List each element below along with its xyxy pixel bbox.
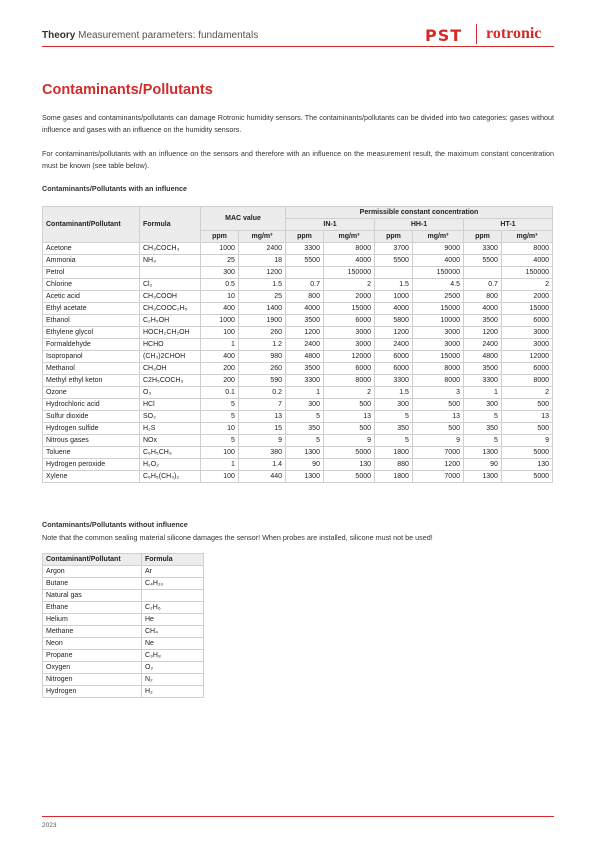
value-cell: 100 [201,327,239,339]
value-cell: 130 [323,459,374,471]
value-cell: 500 [412,423,463,435]
value-cell: 980 [238,351,285,363]
value-cell: 4800 [286,351,324,363]
gas-name: Nitrogen [43,674,142,686]
value-cell: 1000 [201,243,239,255]
contaminant-formula: CH₃COOH [140,291,201,303]
gas-name: Hydrogen [43,686,142,698]
value-cell: 1000 [375,291,413,303]
value-cell: 4800 [463,351,501,363]
contaminant-name: Ozone [43,387,140,399]
contaminant-name: Hydrochloric acid [43,399,140,411]
contaminant-formula: HOCH₂CH₂OH [140,327,201,339]
value-cell: 150000 [501,267,552,279]
gas-name: Methane [43,626,142,638]
value-cell: 2400 [463,339,501,351]
value-cell: 15000 [412,351,463,363]
value-cell: 1 [463,387,501,399]
gas-formula: C₄H₁₀ [142,578,204,590]
value-cell: 4000 [323,255,374,267]
value-cell: 5 [375,435,413,447]
contaminant-name: Ammonia [43,255,140,267]
contaminant-formula: NH₃ [140,255,201,267]
value-cell: 8000 [323,375,374,387]
gas-formula: Ne [142,638,204,650]
gas-formula: CH₄ [142,626,204,638]
value-cell: 300 [201,267,239,279]
value-cell: 7000 [412,471,463,483]
unit-mg: mg/m³ [501,231,552,243]
contaminant-formula: O₃ [140,387,201,399]
value-cell: 2400 [375,339,413,351]
table-row [43,578,204,590]
influence-table [42,206,553,483]
value-cell: 1400 [238,303,285,315]
value-cell: 90 [463,459,501,471]
contaminant-formula: C₆H₅CH₃ [140,447,201,459]
table-row [43,279,553,291]
rotronic-logo: rotronic [486,25,542,42]
table-row [43,327,553,339]
unit-mg: mg/m³ [323,231,374,243]
col-contaminant: Contaminant/Pollutant [43,207,140,243]
contaminant-formula: SO₂ [140,411,201,423]
value-cell: 15 [238,423,285,435]
value-cell: 500 [501,423,552,435]
contaminant-name: Acetone [43,243,140,255]
value-cell: 400 [201,351,239,363]
value-cell: 15000 [412,303,463,315]
value-cell: 6000 [323,363,374,375]
value-cell: 13 [412,411,463,423]
value-cell: 5500 [286,255,324,267]
value-cell: 15000 [323,303,374,315]
table-row [43,423,553,435]
value-cell: 3300 [286,243,324,255]
value-cell: 6000 [501,363,552,375]
value-cell: 1.5 [238,279,285,291]
gas-name: Neon [43,638,142,650]
gas-formula: O₂ [142,662,204,674]
value-cell: 9 [412,435,463,447]
value-cell: 4000 [463,303,501,315]
value-cell: 1.5 [375,387,413,399]
table-row [43,459,553,471]
value-cell: 4000 [286,303,324,315]
value-cell: 200 [201,363,239,375]
value-cell: 3500 [286,363,324,375]
value-cell: 3 [412,387,463,399]
value-cell: 6000 [323,315,374,327]
value-cell: 12000 [323,351,374,363]
table-row [43,686,204,698]
value-cell: 3000 [412,339,463,351]
contaminant-name: Xylene [43,471,140,483]
value-cell: 1.5 [375,279,413,291]
value-cell: 3000 [501,327,552,339]
table-row [43,614,204,626]
value-cell: 5500 [463,255,501,267]
table-row [43,351,553,363]
header-rule [42,46,554,47]
value-cell: 1.2 [238,339,285,351]
gas-formula: C₃H₈ [142,650,204,662]
table-row [43,590,204,602]
table-row [43,674,204,686]
value-cell: 350 [286,423,324,435]
table-row [43,650,204,662]
value-cell: 2000 [501,291,552,303]
gas-formula: Ar [142,566,204,578]
value-cell: 90 [286,459,324,471]
col-mac: MAC value [201,207,286,231]
value-cell: 500 [412,399,463,411]
value-cell: 350 [375,423,413,435]
value-cell: 260 [238,327,285,339]
value-cell: 2000 [323,291,374,303]
value-cell: 5000 [323,471,374,483]
col-sensor-ht1: HT-1 [463,219,552,231]
value-cell: 500 [323,423,374,435]
footer-rule [42,816,554,817]
value-cell: 9 [238,435,285,447]
col-sensor-hh1: HH-1 [375,219,464,231]
value-cell: 3500 [286,315,324,327]
value-cell: 6000 [375,363,413,375]
value-cell: 5000 [501,447,552,459]
gas-name: Ethane [43,602,142,614]
table-row [43,626,204,638]
col-formula: Formula [140,207,201,243]
value-cell: 1300 [286,447,324,459]
value-cell: 800 [286,291,324,303]
pst-logo: PST [425,26,463,45]
gas-formula: He [142,614,204,626]
value-cell: 150000 [323,267,374,279]
contaminant-formula: CH₃OH [140,363,201,375]
value-cell: 5800 [375,315,413,327]
value-cell: 4000 [501,255,552,267]
value-cell: 3300 [463,375,501,387]
value-cell: 0.7 [286,279,324,291]
value-cell: 1200 [286,327,324,339]
contaminant-formula: CH₃COCH₃ [140,243,201,255]
value-cell: 9 [501,435,552,447]
contaminant-name: Ethylene glycol [43,327,140,339]
table-row [43,303,553,315]
value-cell: 25 [201,255,239,267]
unit-ppm: ppm [286,231,324,243]
value-cell: 1200 [463,327,501,339]
value-cell: 6000 [501,315,552,327]
page-header [42,25,554,48]
contaminant-name: Petrol [43,267,140,279]
contaminant-formula: (CH₃)2CHOH [140,351,201,363]
contaminant-formula [140,267,201,279]
gas-formula: N₂ [142,674,204,686]
table-row [43,602,204,614]
table-row [43,566,204,578]
value-cell: 3500 [463,315,501,327]
value-cell: 5 [201,435,239,447]
contaminant-formula: Cl₂ [140,279,201,291]
contaminant-formula: H₂S [140,423,201,435]
value-cell: 10000 [412,315,463,327]
table-row [43,243,553,255]
table-row [43,387,553,399]
contaminant-name: Ethyl acetate [43,303,140,315]
value-cell: 3500 [463,363,501,375]
value-cell: 5 [286,411,324,423]
gas-name: Natural gas [43,590,142,602]
value-cell: 1 [201,339,239,351]
contaminant-name: Nitrous gases [43,435,140,447]
logo-divider [476,24,477,44]
unit-ppm: ppm [201,231,239,243]
value-cell: 1.4 [238,459,285,471]
contaminant-formula: C2H₅COCH₃ [140,375,201,387]
value-cell: 2500 [412,291,463,303]
value-cell: 1300 [463,471,501,483]
value-cell: 3000 [501,339,552,351]
header-section: Theory [42,30,76,41]
value-cell: 18 [238,255,285,267]
value-cell: 2 [501,387,552,399]
value-cell: 9 [323,435,374,447]
value-cell: 10 [201,423,239,435]
table-row [43,291,553,303]
value-cell: 25 [238,291,285,303]
value-cell: 350 [463,423,501,435]
value-cell: 4000 [375,303,413,315]
value-cell: 800 [463,291,501,303]
value-cell: 15000 [501,303,552,315]
value-cell: 9000 [412,243,463,255]
gas-name: Butane [43,578,142,590]
footer-year: 2023 [42,822,57,829]
table-row [43,363,553,375]
value-cell: 6000 [375,351,413,363]
value-cell: 1300 [463,447,501,459]
value-cell: 1900 [238,315,285,327]
value-cell: 1800 [375,447,413,459]
value-cell: 5500 [375,255,413,267]
value-cell: 4000 [412,255,463,267]
table-row [43,339,553,351]
value-cell: 8000 [501,243,552,255]
value-cell: 13 [238,411,285,423]
value-cell: 3000 [323,339,374,351]
page-title: Contaminants/Pollutants [42,82,213,98]
value-cell: 2 [501,279,552,291]
table1-heading: Contaminants/Pollutants with an influence [42,184,187,193]
value-cell: 3000 [323,327,374,339]
value-cell: 5 [201,399,239,411]
value-cell: 8000 [412,375,463,387]
value-cell: 13 [323,411,374,423]
value-cell: 2 [323,279,374,291]
table-row [43,662,204,674]
value-cell: 1300 [286,471,324,483]
value-cell: 0.1 [201,387,239,399]
value-cell: 4.5 [412,279,463,291]
contaminant-name: Chlorine [43,279,140,291]
value-cell: 150000 [412,267,463,279]
value-cell: 500 [501,399,552,411]
value-cell: 3300 [463,243,501,255]
table-row [43,255,553,267]
value-cell: 590 [238,375,285,387]
unit-mg: mg/m³ [238,231,285,243]
value-cell: 0.2 [238,387,285,399]
table-row [43,471,553,483]
value-cell: 10 [201,291,239,303]
table-row [43,315,553,327]
unit-ppm: ppm [463,231,501,243]
contaminant-name: Formaldehyde [43,339,140,351]
value-cell: 5 [201,411,239,423]
contaminant-name: Isopropanol [43,351,140,363]
table2-heading: Contaminants/Pollutants without influence [42,520,188,529]
value-cell: 5000 [501,471,552,483]
table-row [43,411,553,423]
value-cell: 500 [323,399,374,411]
value-cell: 1200 [412,459,463,471]
contaminant-name: Hydrogen sulfide [43,423,140,435]
unit-mg: mg/m³ [412,231,463,243]
value-cell: 2400 [238,243,285,255]
value-cell: 380 [238,447,285,459]
table-row [43,375,553,387]
value-cell: 8000 [323,243,374,255]
value-cell: 200 [201,375,239,387]
value-cell: 3000 [412,327,463,339]
influence-paragraph: For contaminants/pollutants with an influence on the sensors and therefore with an influence on the measurement result, the maximum constant concentration must be known (see table below). [42,149,554,170]
value-cell: 2 [323,387,374,399]
value-cell: 100 [201,447,239,459]
contaminant-name: Hydrogen peroxide [43,459,140,471]
col-formula: Formula [142,554,204,566]
value-cell: 260 [238,363,285,375]
value-cell: 1200 [375,327,413,339]
value-cell: 2400 [286,339,324,351]
header-title [42,30,258,41]
contaminant-formula: HCl [140,399,201,411]
value-cell [286,267,324,279]
intro-paragraph: Some gases and contaminants/pollutants can damage Rotronic humidity sensors. The contaminants/pollutants can be divided into two categories: gases without influence and gases with an influence on the humidity sensors. [42,113,554,134]
gas-formula: H₂ [142,686,204,698]
value-cell: 100 [201,471,239,483]
contaminant-name: Ethanol [43,315,140,327]
col-contaminant: Contaminant/Pollutant [43,554,142,566]
contaminant-name: Methyl ethyl keton [43,375,140,387]
value-cell: 7 [238,399,285,411]
contaminant-formula: C₆H₅(CH₃)₂ [140,471,201,483]
table-row [43,638,204,650]
gas-name: Oxygen [43,662,142,674]
value-cell [375,267,413,279]
contaminant-formula: C₂H₅OH [140,315,201,327]
value-cell: 400 [201,303,239,315]
value-cell: 1 [286,387,324,399]
table-row [43,447,553,459]
value-cell: 1200 [238,267,285,279]
value-cell: 5 [375,411,413,423]
contaminant-name: Methanol [43,363,140,375]
unit-ppm: ppm [375,231,413,243]
value-cell: 5 [463,435,501,447]
value-cell: 1000 [201,315,239,327]
table-row [43,267,553,279]
value-cell: 130 [501,459,552,471]
value-cell: 3300 [375,375,413,387]
contaminant-formula: CH₃COOC₂H₅ [140,303,201,315]
value-cell: 440 [238,471,285,483]
col-sensor-in1: IN-1 [286,219,375,231]
value-cell [463,267,501,279]
silicone-note: Note that the common sealing material silicone damages the sensor! When probes are installed, silicone must not be used! [42,533,433,542]
value-cell: 1 [201,459,239,471]
contaminant-name: Toluene [43,447,140,459]
col-permissible: Permissible constant concentration [286,207,553,219]
value-cell: 1800 [375,471,413,483]
value-cell: 880 [375,459,413,471]
value-cell: 300 [286,399,324,411]
value-cell: 12000 [501,351,552,363]
gas-name: Argon [43,566,142,578]
contaminant-formula: HCHO [140,339,201,351]
gas-name: Propane [43,650,142,662]
value-cell: 13 [501,411,552,423]
table-row [43,399,553,411]
value-cell: 3700 [375,243,413,255]
value-cell: 7000 [412,447,463,459]
value-cell: 8000 [501,375,552,387]
gas-name: Helium [43,614,142,626]
contaminant-formula: H₂O₂ [140,459,201,471]
gas-formula [142,590,204,602]
value-cell: 5 [286,435,324,447]
value-cell: 3300 [286,375,324,387]
table-row [43,435,553,447]
value-cell: 8000 [412,363,463,375]
no-influence-table [42,553,204,698]
gas-formula: C₂H₆ [142,602,204,614]
value-cell: 5000 [323,447,374,459]
value-cell: 0.5 [201,279,239,291]
contaminant-name: Sulfur dioxide [43,411,140,423]
header-subtitle: Measurement parameters: fundamentals [78,30,259,41]
value-cell: 300 [463,399,501,411]
contaminant-name: Acetic acid [43,291,140,303]
value-cell: 300 [375,399,413,411]
value-cell: 0.7 [463,279,501,291]
contaminant-formula: NOx [140,435,201,447]
value-cell: 5 [463,411,501,423]
